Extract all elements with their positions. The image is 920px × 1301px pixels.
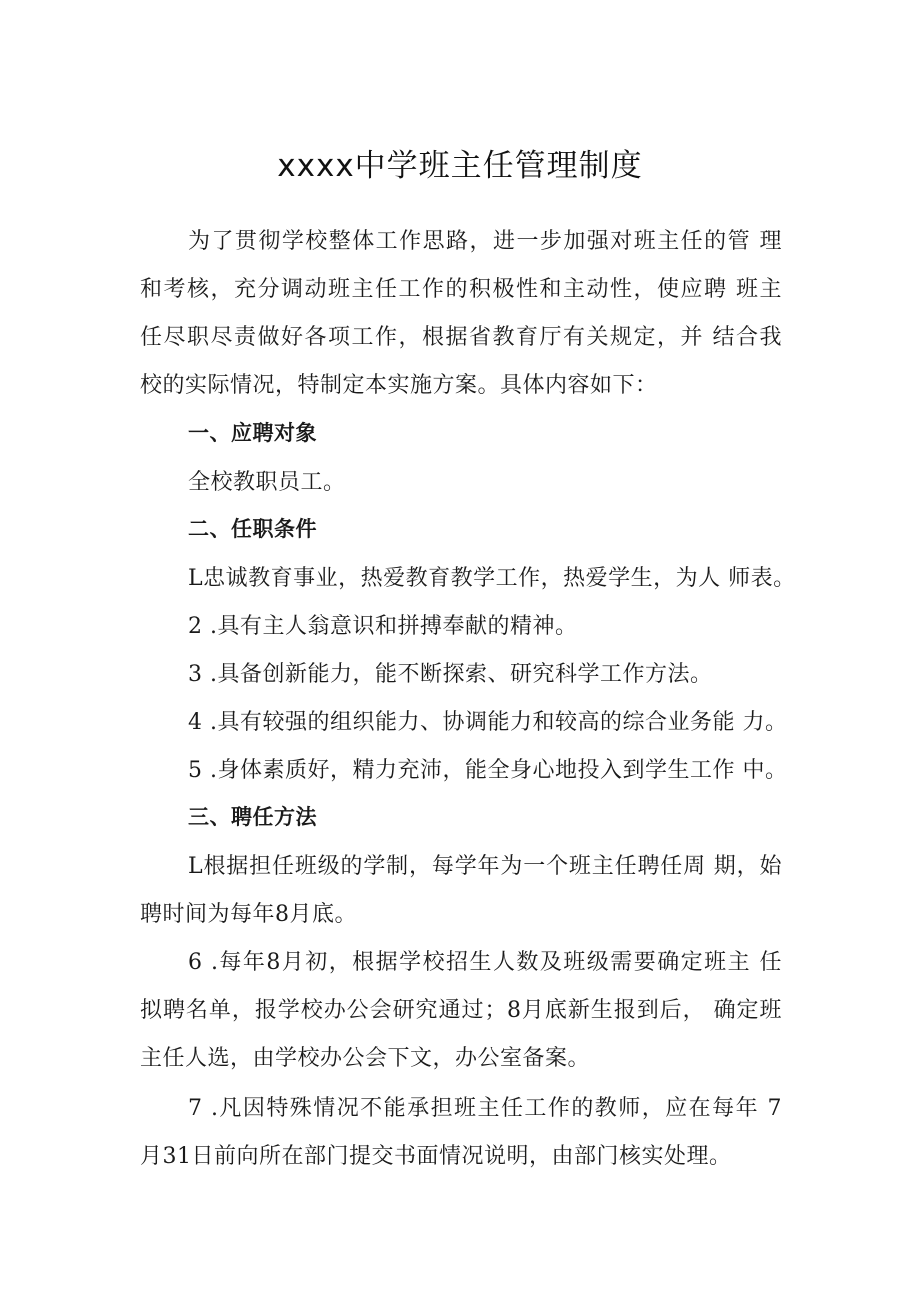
document-title: xxxx中学班主任管理制度 bbox=[277, 148, 643, 184]
intro-line-3: 任尽职尽责做好各项工作，根据省教育厅有关规定，并 结合我 bbox=[140, 325, 782, 350]
intro-line-1: 为了贯彻学校整体工作思路，进一步加强对班主任的管 理 bbox=[188, 229, 782, 254]
method-p6-line-1: 6 .每年8月初，根据学校招生人数及班级需要确定班主 任 bbox=[188, 950, 782, 975]
method-p7-line-1: 7 .凡因特殊情况不能承担班主任工作的教师，应在每年 7 bbox=[188, 1096, 782, 1121]
condition-item-1: L忠诚教育事业，热爱教育教学工作，热爱学生，为人 师表。 bbox=[188, 566, 796, 591]
condition-item-5: 5 .身体素质好，精力充沛，能全身心地投入到学生工作 中。 bbox=[188, 758, 788, 783]
condition-item-4: 4 .具有较强的组织能力、协调能力和较高的综合业务能 力。 bbox=[188, 710, 788, 735]
method-p6-line-2: 拟聘名单，报学校办公会研究通过；8月底新生报到后， 确定班 bbox=[140, 998, 782, 1023]
intro-line-4: 校的实际情况，特制定本实施方案。具体内容如下： bbox=[140, 373, 658, 398]
method-p1-line-2: 聘时间为每年8月底。 bbox=[140, 902, 357, 927]
intro-line-2: 和考核，充分调动班主任工作的积极性和主动性，使应聘 班主 bbox=[140, 277, 782, 302]
section1-content: 全校教职员工。 bbox=[188, 470, 346, 495]
section-heading-3: 三、聘任方法 bbox=[188, 805, 317, 829]
condition-item-3: 3 .具备创新能力，能不断探索、研究科学工作方法。 bbox=[188, 662, 713, 687]
section-heading-1: 一、应聘对象 bbox=[188, 421, 317, 445]
method-p7-line-2: 月31日前向所在部门提交书面情况说明，由部门核实处理。 bbox=[140, 1144, 732, 1169]
condition-item-2: 2 .具有主人翁意识和拼搏奉献的精神。 bbox=[188, 614, 578, 639]
section-heading-2: 二、任职条件 bbox=[188, 517, 317, 541]
method-p6-line-3: 主任人选，由学校办公会下文，办公室备案。 bbox=[140, 1046, 591, 1071]
method-p1-line-1: L根据担任班级的学制，每学年为一个班主任聘任周 期，始 bbox=[188, 854, 782, 879]
